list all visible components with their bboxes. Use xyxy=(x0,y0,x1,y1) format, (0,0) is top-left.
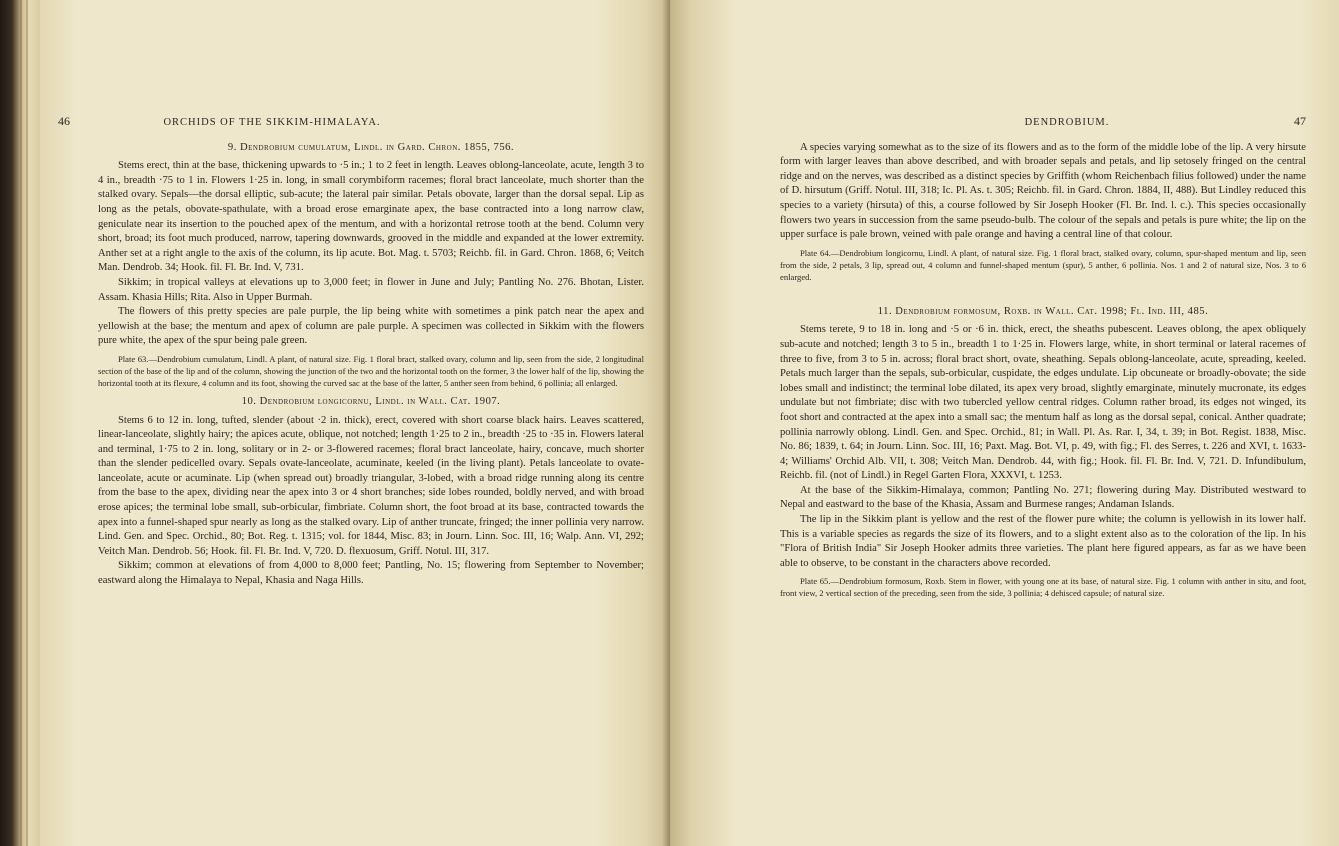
section-9-description: Stems erect, thin at the base, thickening upwards to ·5 in.; 1 to 2 feet in length. Leaves oblong-lanceolate, acute, length 3 to 4 in., breadth ·75 to 1 in. Flowers 1·25 in. long, in small corymbiform racemes; floral bract lanceolate, much shorter than the stalked ovary. Sepals—the dorsal elliptic, sub-acute; the lateral pair similar. Petals obovate, larger than the dorsal sepal. Lip as long as the petals, obovate-spathulate, with a broad erose emarginate apex, the base contracted into a long narrow claw, geniculate near its insertion to the pouched apex of the mentum, and with a horizontal retrose tooth at the bend. Column very short, broad; its foot much produced, narrow, tapering downwards, grooved in the middle and expanded at the lower extremity. Anther set at a right angle to the axis of the column, its lip acute. Bot. Mag. t. 5703; Reichb. fil. in Gard. Chron. 1868, 6; Veitch Man. Dendrob. 34; Hook. fil. Fl. Br. Ind. V, 731. xyxy=(98,160,644,274)
right-running-header xyxy=(780,114,1306,131)
section-11-notes: The lip in the Sikkim plant is yellow and the rest of the flower pure white; the column is yellowish in its lower half. This is a variable species as regards the size of its flowers, and to a slight extent also as to the coloration of the lip. In his "Flora of British India" Sir Joseph Hooker admits three varieties. The plant here figured appears, as far as we have been able to observe, to be constant in the characters above recorded. xyxy=(780,514,1306,569)
left-page xyxy=(40,0,670,846)
section-9-distribution: Sikkim; in tropical valleys at elevations up to 3,000 feet; in flower in June and July; Pantling No. 276. Bhotan, Lister. Assam. Khasia Hills; Rita. Also in Upper Burmah. xyxy=(98,276,644,303)
section-11-title: 11. Dendrobium formosum, Roxb. in Wall. Cat. 1998; Fl. Ind. III, 485. xyxy=(877,305,1209,317)
book-edge xyxy=(0,0,40,846)
plate-65-caption: Plate 65.—Dendrobium formosum, Roxb. Stem in flower, with young one at its base, of natural size. Fig. 1 column with anther in situ, and foot, front view, 2 vertical section of the preceding, seen from the side, 3 pollinia; 4 dehisced capsule; of natural size. xyxy=(780,576,1306,599)
section-10-distribution: Sikkim; common at elevations of from 4,000 to 8,000 feet; Pantling, No. 15; flowering from September to November; eastward along the Himalaya to Nepal, Khasia and Naga Hills. xyxy=(98,560,644,587)
section-9-notes: The flowers of this pretty species are pale purple, the lip being white with sometimes a pink patch near the apex and yellowish at the base; the mentum and apex of column are pale purple. A specimen was collected in Sikkim with the flowers pure white, the apex of the spur being pale green. xyxy=(98,306,644,347)
right-page xyxy=(670,0,1339,846)
section-11-distribution: At the base of the Sikkim-Himalaya, common; Pantling No. 271; flowering during May. Distributed westward to Nepal and eastward to the base of the Khasia, Assam and Burmese ranges; Andaman Islands. xyxy=(780,484,1306,511)
section-10-title: 10. Dendrobium longicornu, Lindl. in Wall. Cat. 1907. xyxy=(241,395,501,407)
right-page-content xyxy=(780,114,1306,605)
section-10-variation-notes: A species varying somewhat as to the size of its flowers and as to the form of the middle lobe of the lip. A very hirsute form with larger leaves than above described, and with broader sepals and petals, and lip setosely fringed on the central ridge and on the nerves, was described as a distinct species by Griffith (whom Reichenbach filius followed) under the name of D. hirsutum (Griff. Notul. III, 318; Ic. Pl. As. t. 305; Reichb. fil. in Gard. Chron. 1884, II, 488). But Lindley reduced this species to a variety (hirsuta) of this, a course followed by Sir Joseph Hooker (Fl. Br. Ind. l. c.). This species occasionally flowers two years in succession from the same pseudo-bulb. The colour of the sepals and petals is pure white; the lip on the upper surface is pale brown, veined with pale orange and having a central line of that colour. xyxy=(780,141,1306,241)
section-9-title: 9. Dendrobium cumulatum, Lindl. in Gard. Chron. 1855, 756. xyxy=(227,141,515,153)
left-page-number: 46 xyxy=(58,114,70,128)
left-running-header xyxy=(58,114,644,131)
plate-63-caption: Plate 63.—Dendrobium cumulatum, Lindl. A plant, of natural size. Fig. 1 floral bract, stalked ovary, column and lip, seen from the side, 2 longitudinal section of the base of the lip and of the column, showing the junction of the two and the horizontal tooth on the former, 3 the lower half of the lip, showing the horizontal tooth at its flexure, 4 column and its foot, showing the curved sac at the base of the latter, 5 anther seen from behind, 6 pollinia; all enlarged. xyxy=(98,353,644,388)
left-page-content xyxy=(58,114,644,589)
plate-64-caption: Plate 64.—Dendrobium longicornu, Lindl. A plant, of natural size. Fig. 1 floral bract, stalked ovary, column, spur-shaped mentum and lip, seen from the side, 2 petals, 3 lip, spread out, 4 column and funnel-shaped mentum (spur), 5 anther, 6 pollinia. Nos. 1 and 2 of natural size, Nos. 3 to 6 enlarged. xyxy=(780,247,1306,282)
section-10-description: Stems 6 to 12 in. long, tufted, slender (about ·2 in. thick), erect, covered with short coarse black hairs. Leaves scattered, linear-lanceolate, slightly hairy; the apices acute, oblique, not notched; length 1·25 to 2 in., breadth ·25 to ·35 in. Flowers lateral and terminal, 1·75 to 2 in. long, solitary or in 2- or 3-flowered racemes; floral bract lanceolate, hairy, concave, much shorter than the slender pedicelled ovary. Sepals ovate-lanceolate, acuminate, keeled (in the living plant). Petals lanceolate to ovate-lanceolate, acute or acuminate. Lip (when spread out) broadly triangular, 3-lobed, with a broad ridge running along its centre from the base to the apex, dividing near the apex into 3 or 4 short branches; side lobes rounded, boldly nerved, and with broad erose apices; the terminal lobe small, sub-orbicular, fimbriate. Column short, the foot broad at its base, contracted towards the apex into a funnel-shaped spur nearly as long as the stalked ovary. Lip of anther truncate, fringed; the inner pollinia very narrow. Lind. Gen. and Spec. Orchid., 80; Bot. Reg. t. 1315; vol. for 1844, Misc. 83; in Journ. Linn. Soc. III, 16; Walp. Ann. VI, 292; Veitch Man. Dendrob. 56; Hook. fil. Fl. Br. Ind. V, 720. D. flexuosum, Griff. Notul. III, 317. xyxy=(98,414,644,557)
left-running-head: ORCHIDS OF THE SIKKIM-HIMALAYA. xyxy=(163,117,381,128)
section-11-description: Stems terete, 9 to 18 in. long and ·5 or ·6 in. thick, erect, the sheaths pubescent. Leaves oblong, the apex obliquely sub-acute and notched; length 3 to 5 in., breadth 1 to 1·25 in. Flowers large, white, in short terminal or lateral racemes of three to five, from 3 to 5 in. across; floral bract short, ovate, sheathing. Sepals oblong-lanceolate, acute, spreading, keeled. Petals much larger than the sepals, sub-orbicular, cuspidate, the edges undulate. Lip obcuneate or broadly-obovate; the side lobes small and indistinct; the terminal lobe dilated, its apex very broad, slightly emarginate, minutely mucronate, its edges undulate but not fimbriate; disc with two tubercled yellow central ridges. Column rather broad, its edges not winged, its foot short and contracted at the apex into a small sac; the mentum half as long as the dorsal sepal, conical. Anther quadrate; pollinia narrowly oblong. Lindl. Gen. and Spec. Orchid., 81; in Wall. Pl. As. Rar. I, 34, t. 39; in Bot. Regist. 1838, Misc. No. 86; 1839, t. 64; in Journ. Linn. Soc. III, 16; Paxt. Mag. Bot. VI, p. 49, with fig.; Fl. des Serres, t. 226 and XVI, t. 1633-4; Williams' Orchid Alb. VII, t. 308; Veitch Man. Dendrob. 44, with fig.; Hook. fil. Fl. Br. Ind. V, 721. D. Infundibulum, Reichb. fil. (not of Lindl.) in Regel Garten Flora, XXXVI, t. 1253. xyxy=(780,324,1306,482)
right-page-number: 47 xyxy=(1293,114,1306,128)
right-running-head: DENDROBIUM. xyxy=(1024,117,1110,128)
